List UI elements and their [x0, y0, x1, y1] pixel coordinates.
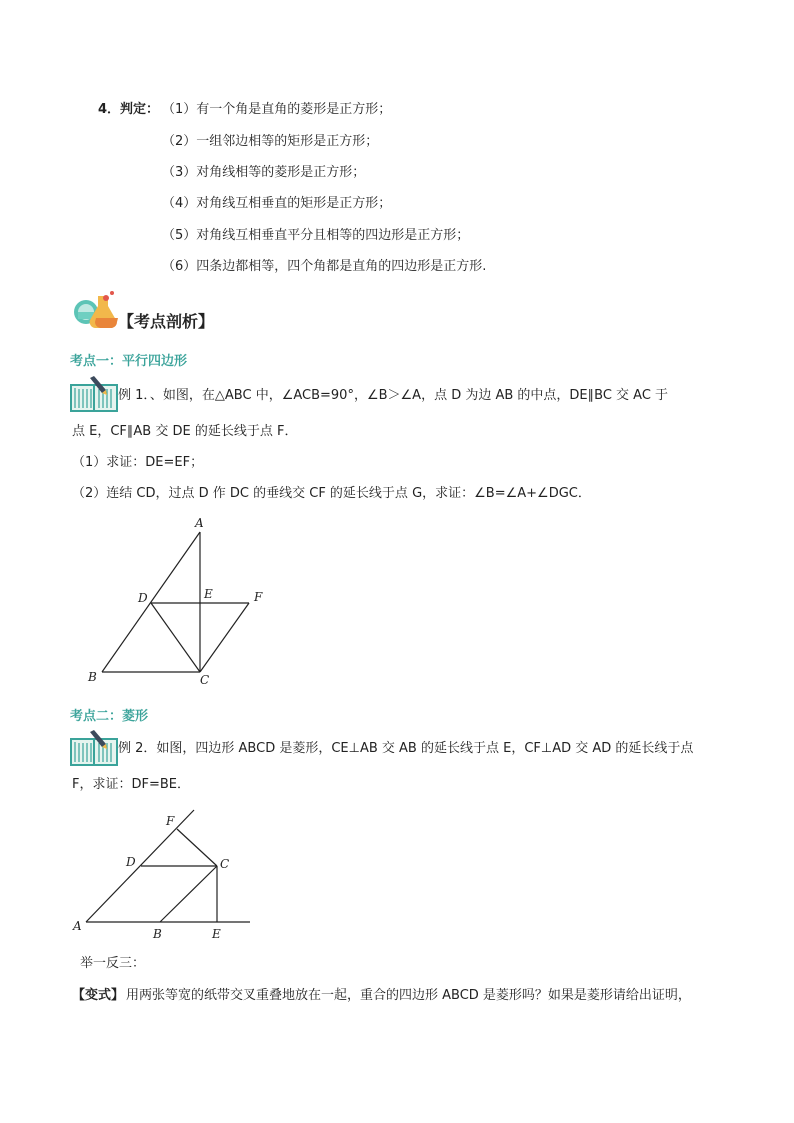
point-label-F: F	[166, 814, 175, 828]
point-label-B: B	[88, 670, 97, 684]
point-label-E: E	[204, 587, 213, 601]
book-pencil-icon	[70, 730, 120, 766]
point-label-E: E	[212, 927, 221, 941]
example-text: 点 E，CF∥AB 交 DE 的延长线于点 F．	[72, 424, 298, 439]
point-label-C: C	[200, 673, 210, 687]
point-label-D: D	[126, 855, 136, 869]
section-title: 考点一：平行四边形	[70, 354, 188, 369]
judgement-item: （2）一组邻边相等的矩形是正方形；	[162, 134, 379, 149]
question-1: （1）求证：DE=EF；	[72, 455, 204, 470]
point-label-B: B	[153, 927, 162, 941]
variant-label: 【变式】	[72, 988, 125, 1003]
example-text: 例 2．如图，四边形 ABCD 是菱形，CE⊥AB 交 AB 的延长线于点 E，CF⊥AD 交 AD 的延长线于点	[118, 741, 694, 756]
practice-heading: 举一反三：	[80, 956, 146, 971]
point-label-A: A	[195, 516, 204, 530]
analysis-heading: 【考点剖析】	[118, 312, 215, 331]
judgement-label: 4．判定：	[98, 102, 160, 117]
point-label-D: D	[138, 591, 148, 605]
judgement-item: （4）对角线互相垂直的矩形是正方形；	[162, 196, 392, 211]
point-label-A: A	[73, 919, 82, 933]
judgement-item: （6）四条边都相等，四个角都是直角的四边形是正方形.	[162, 259, 487, 274]
judgement-item: （1）有一个角是直角的菱形是正方形；	[162, 102, 392, 117]
question-2: （2）连结 CD，过点 D 作 DC 的垂线交 CF 的延长线于点 G，求证：∠B=∠A+∠DGC．	[72, 486, 591, 501]
segment-DC	[151, 603, 200, 672]
example-text: F，求证：DF=BE．	[72, 777, 190, 792]
segment-BC	[160, 866, 217, 922]
segment-CF	[200, 603, 249, 672]
judgement-item: （3）对角线相等的菱形是正方形；	[162, 165, 366, 180]
point-label-C: C	[220, 857, 230, 871]
variant-text: 用两张等宽的纸带交叉重叠地放在一起，重合的四边形 ABCD 是菱形吗？如果是菱形请给出证明，	[126, 988, 691, 1003]
example-text: 例 1．、如图，在△ABC 中，∠ACB=90°，∠B＞∠A，点 D 为边 AB 的中点，DE∥BC 交 AC 于	[118, 388, 669, 403]
segment-CF	[177, 829, 217, 866]
judgement-item: （5）对角线互相垂直平分且相等的四边形是正方形；	[162, 228, 470, 243]
point-label-F: F	[254, 590, 263, 604]
section-title: 考点二：菱形	[70, 709, 149, 724]
